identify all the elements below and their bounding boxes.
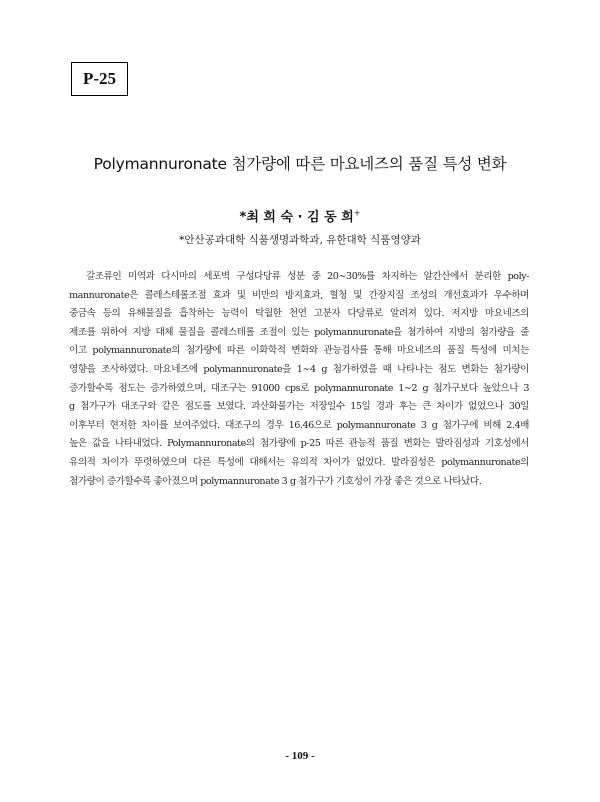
abstract	[69, 268, 529, 491]
abstract-line: g 첨가구가 대조구와 같은 점도를 보였다. 과산화물가는 저장일수 15일 경과 후는 큰 차이가 없었으나 30일	[69, 401, 529, 413]
abstract-line: 이후부터 현저한 차이를 보여주었다. 대조구의 경우 16.46으로 polymannuronate 3 g 첨가구에 비해 2.4배	[69, 419, 529, 431]
poster-code-box: P-25	[71, 62, 128, 96]
authors	[0, 206, 600, 225]
corresponding-mark: +	[353, 208, 361, 218]
abstract-line: 높은 값을 나타내었다. Polymannuronate의 첨가량에 p-25 따른 관능적 품질 변화는 발라짐성과 기호성에서	[69, 438, 529, 450]
abstract-line: 영향을 조사하였다. 마요네즈에 polymannuronate을 1∼4 g 첨가하였을 때 나타나는 점도 변화는 첨가량이	[69, 363, 529, 375]
abstract-line: 첨가량이 증가할수록 좋아졌으며 polymannuronate 3 g 첨가구가 기호성이 가장 좋은 것으로 나타났다.	[69, 475, 482, 487]
abstract-line: 중금속 등의 유해물질을 흡착하는 능력이 탁월한 천연 고분자 다당류로 알려져 있다. 저지방 마요네즈의	[69, 308, 529, 320]
abstract-line: 증가할수록 점도는 증가하였으며, 대조구는 91000 cps로 polymannuronate 1∼2 g 첨가구보다 높았으나 3	[69, 382, 529, 394]
page-number: - 109 -	[285, 750, 315, 762]
abstract-line: 제조를 위하여 지방 대체 물질을 콜레스테롤 조절이 있는 polymannuronate을 첨가하여 지방의 첨가량을 줄	[69, 326, 529, 338]
abstract-line: mannuronate은 콜레스테롤조절 효과 및 비만의 방지효과, 혈청 및 간장지질 조성의 개선효과가 우수하며	[69, 289, 529, 301]
author-names: *최 희 숙 · 김 동 희	[239, 210, 354, 225]
abstract-line: 이고 polymannuronate의 첨가량에 따른 이화학적 변화와 관능검사를 통해 마요네즈의 품질 특성에 미치는	[69, 345, 529, 357]
abstract-line: 갈조류인 미역과 다시마의 세포벽 구성다당류 성분 중 20∼30%를 차지하는 알간산에서 분리한 poly-	[86, 271, 529, 282]
abstract-line: 유의적 차이가 뚜렷하였으며 다른 특성에 대해서는 유의적 차이가 없었다. 발라짐성은 polymannuronate의	[69, 456, 529, 468]
paper-title: Polymannuronate 첨가량에 따른 마요네즈의 품질 특성 변화	[93, 155, 507, 173]
affiliation: *안산공과대학 식품생명과학과, 유한대학 식품영양과	[179, 234, 421, 246]
